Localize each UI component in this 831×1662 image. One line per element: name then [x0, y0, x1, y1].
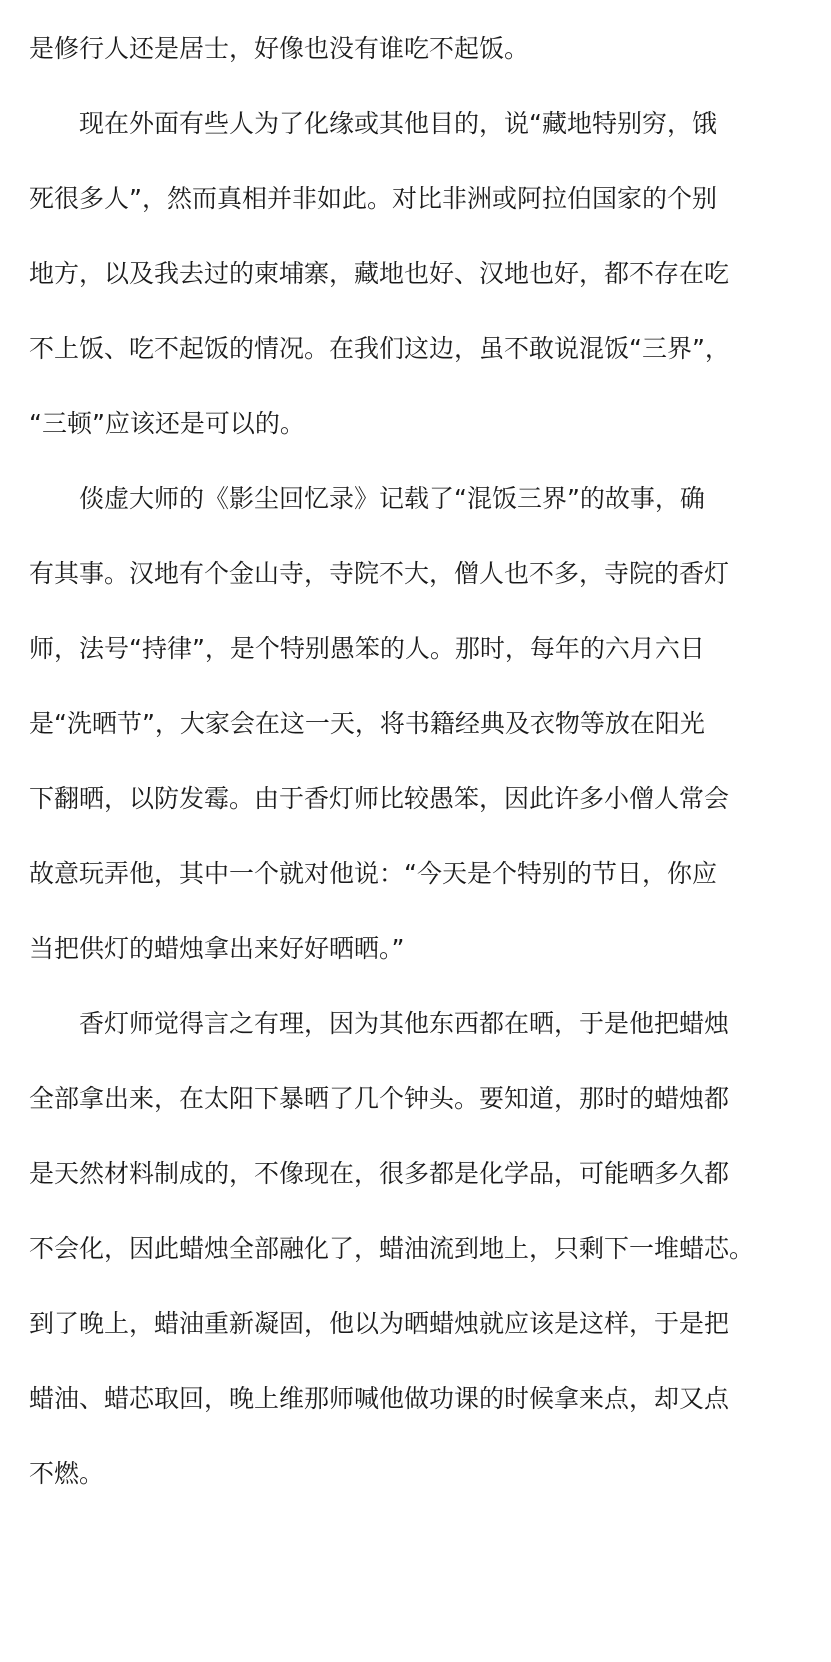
text-line: 不会化，因此蜡烛全部融化了，蜡油流到地上，只剩下一堆蜡芯。 [29, 1234, 755, 1263]
text-line-indented: 倓虚大师的《影尘回忆录》记载了“混饭三界”的故事，确 [79, 484, 705, 513]
text-line: 不燃。 [29, 1459, 105, 1488]
text-line: 故意玩弄他，其中一个就对他说：“今天是个特别的节日，你应 [29, 859, 717, 888]
text-line: 有其事。汉地有个金山寺，寺院不大，僧人也不多，寺院的香灯 [29, 559, 730, 588]
text-line: “三顿”应该还是可以的。 [29, 409, 305, 438]
text-line: 是修行人还是居士，好像也没有谁吃不起饭。 [29, 34, 530, 63]
text-line: 蜡油、蜡芯取回，晚上维那师喊他做功课的时候拿来点，却又点 [29, 1384, 730, 1413]
text-line: 是天然材料制成的，不像现在，很多都是化学品，可能晒多久都 [29, 1159, 730, 1188]
article-body [29, 11, 800, 1511]
text-line-indented: 香灯师觉得言之有理，因为其他东西都在晒，于是他把蜡烛 [79, 1009, 730, 1038]
text-line: 下翻晒，以防发霉。由于香灯师比较愚笨，因此许多小僧人常会 [29, 784, 730, 813]
text-line: 当把供灯的蜡烛拿出来好好晒晒。” [29, 934, 405, 963]
text-line: 全部拿出来，在太阳下暴晒了几个钟头。要知道，那时的蜡烛都 [29, 1084, 730, 1113]
text-line: 师，法号“持律”，是个特别愚笨的人。那时，每年的六月六日 [29, 634, 705, 663]
text-line: 地方，以及我去过的柬埔寨，藏地也好、汉地也好，都不存在吃 [29, 259, 730, 288]
text-line: 死很多人”，然而真相并非如此。对比非洲或阿拉伯国家的个别 [29, 184, 717, 213]
text-line-indented: 现在外面有些人为了化缘或其他目的，说“藏地特别穷，饿 [79, 109, 717, 138]
text-line: 是“洗晒节”，大家会在这一天，将书籍经典及衣物等放在阳光 [29, 709, 705, 738]
text-line: 不上饭、吃不起饭的情况。在我们这边，虽不敢说混饭“三界”， [29, 334, 730, 363]
text-line: 到了晚上，蜡油重新凝固，他以为晒蜡烛就应该是这样，于是把 [29, 1309, 730, 1338]
